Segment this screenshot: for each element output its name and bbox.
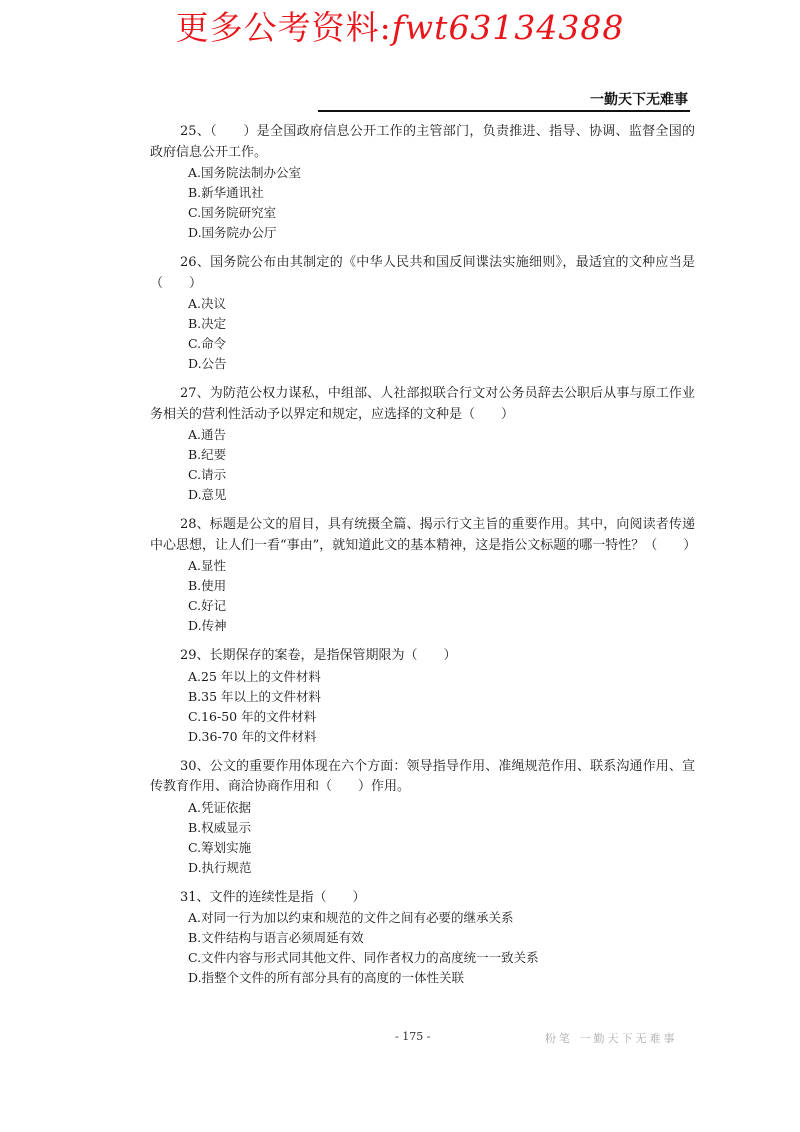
question-list bbox=[150, 122, 695, 998]
page-number: - 175 - bbox=[395, 1030, 431, 1043]
option-b: B.使用 bbox=[188, 578, 227, 593]
option-a: A.凭证依据 bbox=[188, 799, 252, 815]
question-28 bbox=[150, 515, 695, 636]
question-stem: 30、公文的重要作用体现在六个方面：领导指导作用、准绳规范作用、联系沟通作用、宣传教育作用、商洽协商作用和（ ）作用。 bbox=[150, 758, 695, 794]
option-b: B.文件结构与语言必须周延有效 bbox=[188, 930, 364, 945]
option-d: D.意见 bbox=[188, 487, 227, 502]
question-stem: 31、文件的连续性是指（ ） bbox=[180, 889, 366, 905]
question-stem: 27、为防范公权力谋私，中组部、人社部拟联合行文对公务员辞去公职后从事与原工作业务相关的营利性活动予以界定和规定，应选择的文种是（ ） bbox=[150, 386, 695, 422]
question-stem: 28、标题是公文的眉目，具有统摄全篇、揭示行文主旨的重要作用。其中，向阅读者传递中心思想，让人们一看“事由”，就知道此文的基本精神，这是指公文标题的哪一特性？（ ） bbox=[150, 517, 697, 553]
option-c: C.16-50 年的文件材料 bbox=[188, 708, 317, 724]
option-c: C.文件内容与形式同其他文件、同作者权力的高度统一一致关系 bbox=[188, 950, 539, 965]
question-stem: 25、（ ）是全国政府信息公开工作的主管部门，负责推进、指导、协调、监督全国的政府信息公开工作。 bbox=[150, 124, 695, 160]
option-c: C.国务院研究室 bbox=[188, 205, 277, 220]
option-b: B.新华通讯社 bbox=[188, 185, 264, 200]
option-a: A.决议 bbox=[188, 296, 227, 311]
banner-label: 更多公考资料: bbox=[175, 8, 392, 47]
option-a: A.对同一行为加以约束和规范的文件之间有必要的继承关系 bbox=[188, 910, 514, 925]
option-c: C.筹划实施 bbox=[188, 839, 252, 855]
option-d: D.指整个文件的所有部分具有的高度的一体性关联 bbox=[188, 970, 465, 985]
option-a: A.25 年以上的文件材料 bbox=[188, 668, 321, 684]
question-31 bbox=[150, 888, 695, 989]
question-25 bbox=[150, 122, 695, 243]
option-c: C.请示 bbox=[188, 467, 227, 482]
option-c: C.命令 bbox=[188, 336, 227, 351]
footer-faint-text: 粉笔 一勤天下无难事 bbox=[545, 1032, 678, 1045]
question-stem: 29、长期保存的案卷，是指保管期限为（ ） bbox=[180, 648, 457, 663]
option-b: B.权威显示 bbox=[188, 819, 252, 835]
header-rule bbox=[318, 110, 690, 112]
promo-banner bbox=[0, 2, 800, 49]
page-motto: 一勤天下无难事 bbox=[590, 92, 688, 108]
option-c: C.好记 bbox=[188, 598, 227, 613]
option-d: D.国务院办公厅 bbox=[188, 225, 277, 240]
option-d: D.传神 bbox=[188, 618, 227, 633]
option-b: B.35 年以上的文件材料 bbox=[188, 688, 322, 704]
question-30 bbox=[150, 757, 695, 878]
option-d: D.公告 bbox=[188, 356, 227, 371]
option-b: B.纪要 bbox=[188, 447, 227, 462]
option-a: A.国务院法制办公室 bbox=[188, 165, 302, 180]
question-stem: 26、国务院公布由其制定的《中华人民共和国反间谍法实施细则》，最适宜的文种应当是（ ） bbox=[150, 255, 695, 291]
option-a: A.显性 bbox=[188, 558, 227, 573]
option-a: A.通告 bbox=[188, 427, 227, 442]
question-29 bbox=[150, 646, 695, 747]
option-b: B.决定 bbox=[188, 316, 227, 331]
option-d: D.36-70 年的文件材料 bbox=[188, 728, 317, 744]
question-26 bbox=[150, 253, 695, 374]
option-d: D.执行规范 bbox=[188, 859, 252, 875]
banner-code: fwt63134388 bbox=[391, 8, 625, 47]
question-27 bbox=[150, 384, 695, 505]
